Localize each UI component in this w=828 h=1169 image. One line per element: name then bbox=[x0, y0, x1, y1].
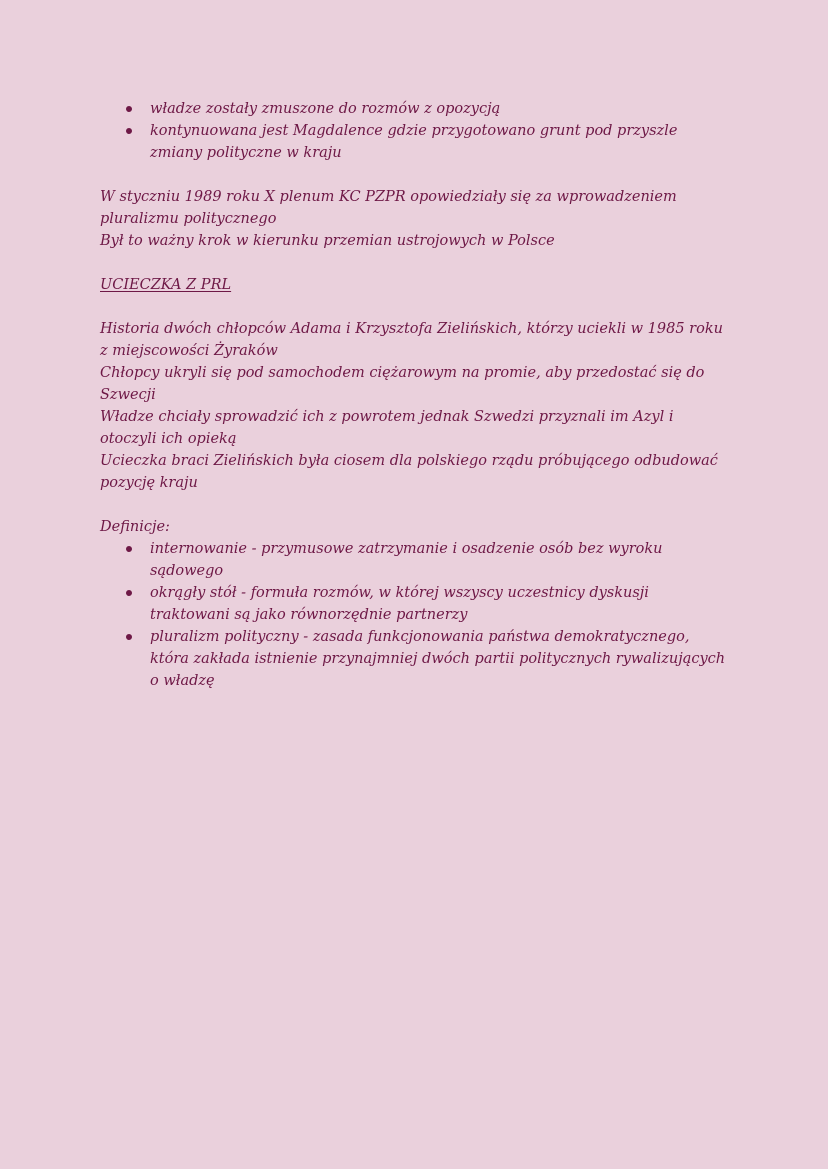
definition-text: internowanie - przymusowe zatrzymanie i osadzenie osób bez wyroku sądowego bbox=[150, 541, 663, 579]
paragraph-line: Był to ważny krok w kierunku przemian ustrojowych w Polsce bbox=[100, 233, 555, 249]
definition-text: okrągły stół - formuła rozmów, w której wszyscy uczestnicy dyskusji traktowani są jako równorzędnie partnerzy bbox=[150, 585, 649, 623]
spacer bbox=[100, 296, 728, 318]
story-line: Historia dwóch chłopców Adama i Krzysztofa Zielińskich, którzy uciekli w 1985 roku z miejscowości Żyraków bbox=[100, 321, 723, 359]
definition-item bbox=[150, 582, 728, 626]
story-line: Władze chciały sprowadzić ich z powrotem jednak Szwedzi przyznali im Azyl i otoczyli ich opieką bbox=[100, 409, 674, 447]
spacer bbox=[100, 494, 728, 516]
bullet-dot-icon bbox=[126, 106, 132, 112]
bullet-dot-icon bbox=[126, 590, 132, 596]
story-line: Ucieczka braci Zielińskich była ciosem dla polskiego rządu próbującego odbudować pozycję kraju bbox=[100, 453, 718, 491]
bullet-dot-icon bbox=[126, 634, 132, 640]
list-item bbox=[150, 98, 728, 120]
document-page bbox=[100, 98, 728, 692]
definitions-list bbox=[100, 538, 728, 692]
bullet-text: władze zostały zmuszone do rozmów z opozycją bbox=[150, 101, 501, 117]
definitions-label: Definicje: bbox=[100, 519, 170, 535]
paragraph-line: W styczniu 1989 roku X plenum KC PZPR opowiedziały się za wprowadzeniem pluralizmu politycznego bbox=[100, 189, 677, 227]
bullet-text: kontynuowana jest Magdalence gdzie przygotowano grunt pod przyszle zmiany polityczne w kraju bbox=[150, 123, 678, 161]
section-heading: UCIECZKA Z PRL bbox=[100, 277, 232, 293]
spacer bbox=[100, 164, 728, 186]
definition-text: pluralizm polityczny - zasada funkcjonowania państwa demokratycznego, która zakłada istnienie przynajmniej dwóch partii politycznych rywalizujących o władzę bbox=[150, 629, 726, 689]
definition-item bbox=[150, 538, 728, 582]
top-bullet-list bbox=[100, 98, 728, 164]
definition-item bbox=[150, 626, 728, 692]
bullet-dot-icon bbox=[126, 546, 132, 552]
list-item bbox=[150, 120, 728, 164]
bullet-dot-icon bbox=[126, 128, 132, 134]
story-line: Chłopcy ukryli się pod samochodem ciężarowym na promie, aby przedostać się do Szwecji bbox=[100, 365, 705, 403]
spacer bbox=[100, 252, 728, 274]
